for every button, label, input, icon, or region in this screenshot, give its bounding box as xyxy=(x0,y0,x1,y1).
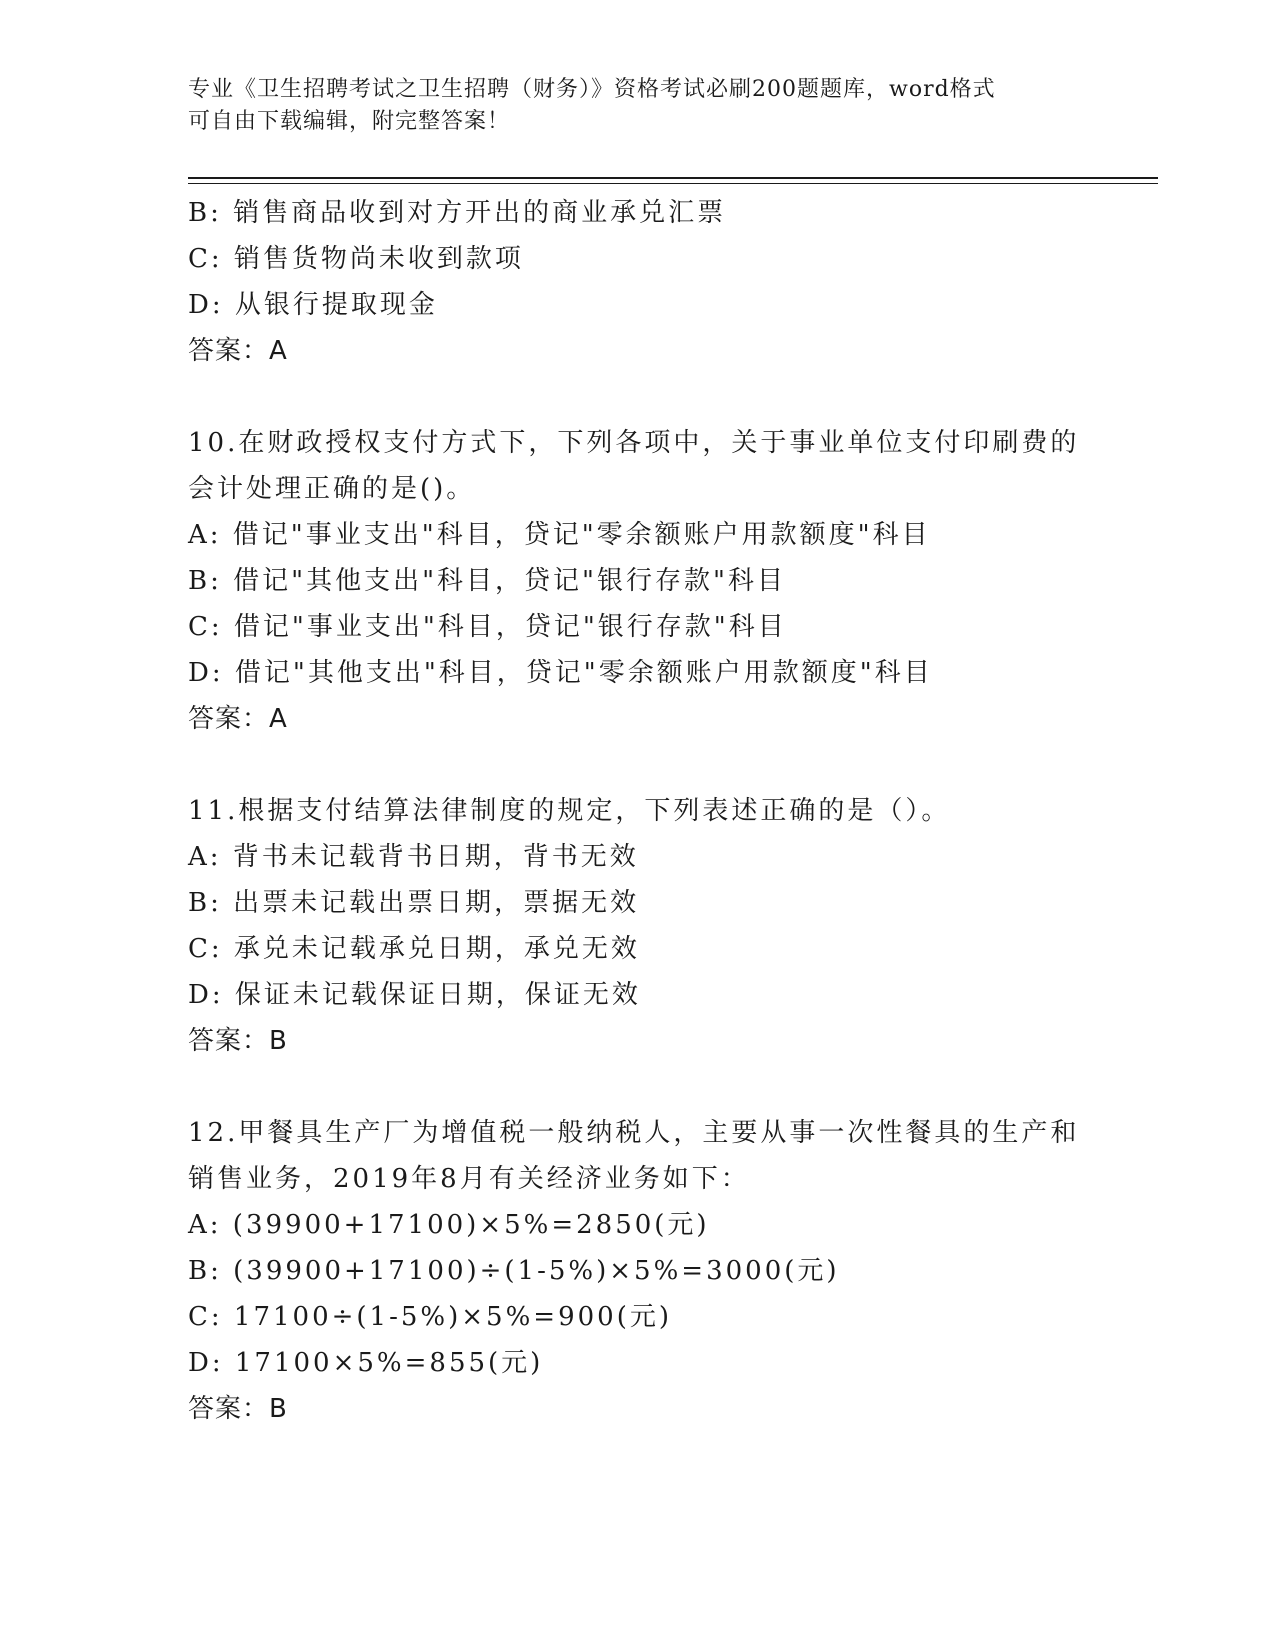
option-d: D: 从银行提取现金 xyxy=(188,290,438,320)
option-c: C: 借记"事业支出"科目，贷记"银行存款"科目 xyxy=(188,612,787,642)
option-d: D: 17100×5%=855(元) xyxy=(188,1348,544,1378)
option-b: B: 销售商品收到对方开出的商业承兑汇票 xyxy=(188,198,727,228)
answer-line: 答案：A xyxy=(188,336,288,366)
spacer xyxy=(188,742,1148,788)
header-divider-thin xyxy=(188,183,1158,184)
option-c: C: 承兑未记载承兑日期，承兑无效 xyxy=(188,934,640,964)
option-c: C: 17100÷(1-5%)×5%=900(元) xyxy=(188,1302,673,1332)
spacer xyxy=(188,1064,1148,1110)
document-header xyxy=(188,74,1088,138)
header-line-2: 可自由下载编辑，附完整答案！ xyxy=(188,109,511,134)
option-a: A: (39900+17100)×5%=2850(元) xyxy=(188,1210,710,1240)
option-b: B: 借记"其他支出"科目，贷记"银行存款"科目 xyxy=(188,566,786,596)
option-b: B: 出票未记载出票日期，票据无效 xyxy=(188,888,640,918)
option-d: D: 保证未记载保证日期，保证无效 xyxy=(188,980,641,1010)
question-stem: 11.根据支付结算法律制度的规定，下列表述正确的是（）。 xyxy=(188,796,951,826)
question-content xyxy=(188,190,1148,1432)
option-a: A: 背书未记载背书日期，背书无效 xyxy=(188,842,639,872)
option-c: C: 销售货物尚未收到款项 xyxy=(188,244,524,274)
answer-line: 答案：B xyxy=(188,1026,288,1056)
question-stem: 12.甲餐具生产厂为增值税一般纳税人，主要从事一次性餐具的生产和 xyxy=(188,1118,1080,1148)
spacer xyxy=(188,374,1148,420)
question-stem: 10.在财政授权支付方式下，下列各项中，关于事业单位支付印刷费的 xyxy=(188,428,1080,458)
answer-line: 答案：B xyxy=(188,1394,288,1424)
header-line-1: 专业《卫生招聘考试之卫生招聘（财务）》资格考试必刷200题题库，word格式 xyxy=(188,77,996,102)
question-stem: 会计处理正确的是()。 xyxy=(188,474,476,504)
answer-line: 答案：A xyxy=(188,704,288,734)
option-d: D: 借记"其他支出"科目，贷记"零余额账户用款额度"科目 xyxy=(188,658,933,688)
header-divider-thick xyxy=(188,177,1158,179)
option-a: A: 借记"事业支出"科目，贷记"零余额账户用款额度"科目 xyxy=(188,520,931,550)
question-stem: 销售业务，2019年8月有关经济业务如下： xyxy=(188,1164,750,1194)
option-b: B: (39900+17100)÷(1-5%)×5%=3000(元) xyxy=(188,1256,840,1286)
